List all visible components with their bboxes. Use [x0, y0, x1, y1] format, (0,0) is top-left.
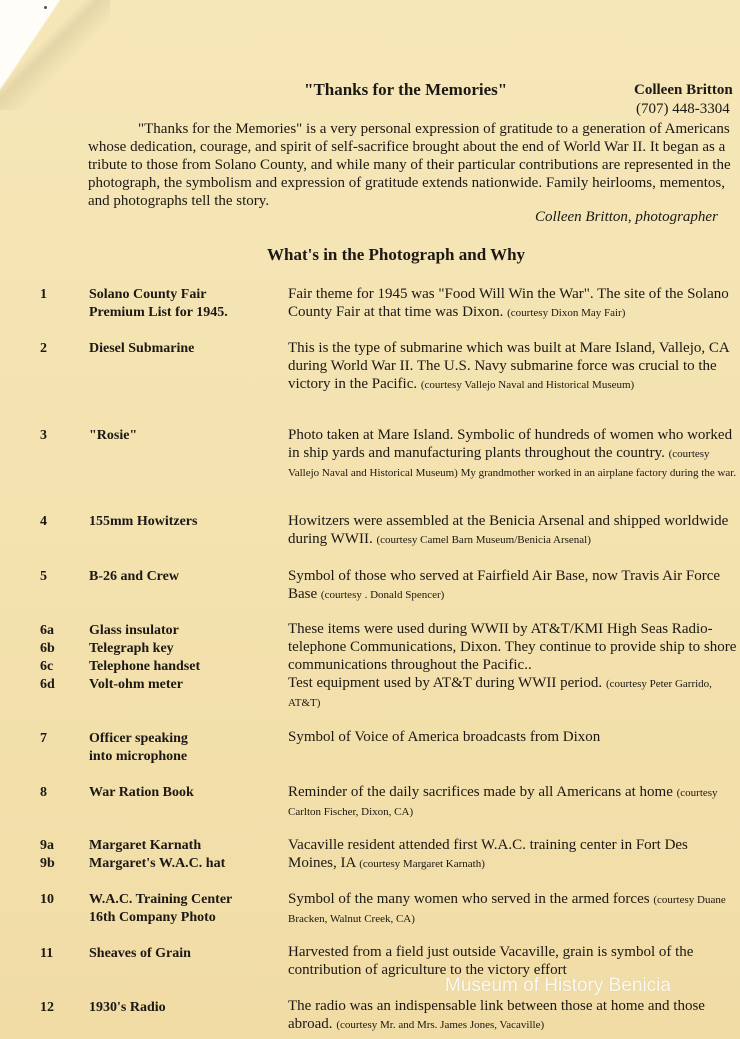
- item-name: Telegraph key: [89, 641, 174, 656]
- item-name-line2: Premium List for 1945.: [89, 305, 228, 320]
- item-description: Vacaville resident attended first W.A.C. training center in Fort Des Moines, IA (courtesy Margaret Karnath): [288, 837, 688, 871]
- item-description: Test equipment used by AT&T during WWII period. (courtesy Peter Garrido, AT&T): [288, 675, 712, 709]
- item-number: 6b: [40, 641, 55, 656]
- item-credit: (courtesy Peter Garrido, AT&T): [288, 678, 712, 709]
- item-description: Symbol of Voice of America broadcasts from Dixon: [288, 729, 601, 745]
- item-name: Officer speaking: [89, 731, 188, 746]
- item-number: 12: [40, 1000, 54, 1015]
- item-name-line2: 16th Company Photo: [89, 910, 216, 925]
- item-name: B-26 and Crew: [89, 569, 179, 584]
- item-credit: (courtesy Margaret Karnath): [359, 858, 485, 870]
- item-name: Margaret's W.A.C. hat: [89, 856, 226, 871]
- item-name: 1930's Radio: [89, 1000, 166, 1015]
- item-number: 6d: [40, 677, 55, 692]
- item-credit: (courtesy Mr. and Mrs. James Jones, Vacaville): [336, 1019, 545, 1031]
- author-phone: (707) 448-3304: [636, 101, 730, 117]
- item-description: These items were used during WWII by AT&T/KMI High Seas Radio-telephone Communications, Dixon. They continue to provide ship to shore communications throughout the Pacific..: [288, 621, 737, 673]
- item-name: Sheaves of Grain: [89, 946, 191, 961]
- item-credit: (courtesy Dixon May Fair): [507, 307, 626, 319]
- item-name: Diesel Submarine: [89, 341, 195, 356]
- museum-watermark: Museum of History Benicia: [445, 975, 671, 996]
- item-description: This is the type of submarine which was built at Mare Island, Vallejo, CA during World War II. The U.S. Navy submarine force was crucial to the victory in the Pacific. (courtesy Vallejo Naval and Historical Museum): [288, 340, 729, 392]
- item-credit: (courtesy Vallejo Naval and Historical Museum): [420, 379, 635, 391]
- item-description: The radio was an indispensable link between those at home and those abroad. (courtesy Mr. and Mrs. James Jones, Vacaville): [288, 998, 705, 1032]
- item-number: 7: [40, 731, 47, 746]
- item-number: 3: [40, 428, 47, 443]
- author-name: Colleen Britton: [634, 82, 733, 98]
- item-name-line2: into microphone: [89, 749, 188, 764]
- item-number: 9a: [40, 838, 54, 853]
- item-credit: (courtesy Camel Barn Museum/Benicia Arsenal): [376, 534, 591, 546]
- section-heading: What's in the Photograph and Why: [267, 245, 526, 264]
- item-number: 4: [40, 514, 47, 529]
- item-number: 10: [40, 892, 54, 907]
- item-number: 8: [40, 785, 47, 800]
- item-credit: (courtesy . Donald Spencer): [320, 589, 445, 601]
- item-number: 11: [40, 946, 54, 961]
- item-credit: (courtesy Duane Bracken, Walnut Creek, CA): [288, 894, 726, 925]
- item-name: Solano County Fair: [89, 287, 207, 302]
- item-description: Reminder of the daily sacrifices made by all Americans at home (courtesy Carlton Fischer, Dixon, CA): [288, 784, 718, 818]
- item-description: Symbol of the many women who served in the armed forces (courtesy Duane Bracken, Walnut Creek, CA): [288, 891, 726, 925]
- item-number: 2: [40, 341, 47, 356]
- item-description: Harvested from a field just outside Vacaville, grain is symbol of the contribution of agriculture to the victory effort: [288, 944, 694, 978]
- item-name: Glass insulator: [89, 623, 179, 638]
- item-credit: (courtesy Carlton Fischer, Dixon, CA): [288, 787, 718, 818]
- item-name: Telephone handset: [89, 659, 201, 674]
- item-description: Howitzers were assembled at the Benicia Arsenal and shipped worldwide during WWII. (courtesy Camel Barn Museum/Benicia Arsenal): [288, 513, 729, 547]
- item-number: 6c: [40, 659, 54, 674]
- item-name: "Rosie": [89, 428, 138, 443]
- item-description: Symbol of those who served at Fairfield Air Base, now Travis Air Force Base (courtesy . Donald Spencer): [288, 568, 721, 602]
- document-title: "Thanks for the Memories": [304, 80, 508, 99]
- item-number: 6a: [40, 623, 54, 638]
- item-credit: (courtesy Vallejo Naval and Historical Museum) My grandmother worked in an airplane factory during the war.: [288, 448, 737, 479]
- item-name: Margaret Karnath: [89, 838, 202, 853]
- item-description: Photo taken at Mare Island. Symbolic of hundreds of women who worked in ship yards and manufacturing plants throughout the country. (courtesy Vallejo Naval and Historical Museum) My grandmother worked in an airplane factory during the war.: [288, 427, 737, 479]
- intro-paragraph: "Thanks for the Memories" is a very personal expression of gratitude to a generation of Americans whose dedication, courage, and spirit of self-sacrifice brought about the end of World War II. It began as a tribute to those from Solano County, and while many of their particular contributions are represented in the photograph, the symbolism and expression of gratitude extends nationwide. Family heirlooms, mementos, and photographs tell the story.: [88, 121, 731, 209]
- item-number: 1: [40, 287, 47, 302]
- folded-corner-shadow: [0, 0, 110, 110]
- item-number: 9b: [40, 856, 55, 871]
- item-name: 155mm Howitzers: [89, 514, 198, 529]
- item-description: Fair theme for 1945 was "Food Will Win the War". The site of the Solano County Fair at that time was Dixon. (courtesy Dixon May Fair): [288, 286, 729, 320]
- item-name: Volt-ohm meter: [89, 677, 183, 692]
- photographer-signature: Colleen Britton, photographer: [535, 209, 718, 225]
- ink-mark: [44, 6, 47, 9]
- item-name: W.A.C. Training Center: [89, 892, 233, 907]
- item-name: War Ration Book: [89, 785, 194, 800]
- item-number: 5: [40, 569, 47, 584]
